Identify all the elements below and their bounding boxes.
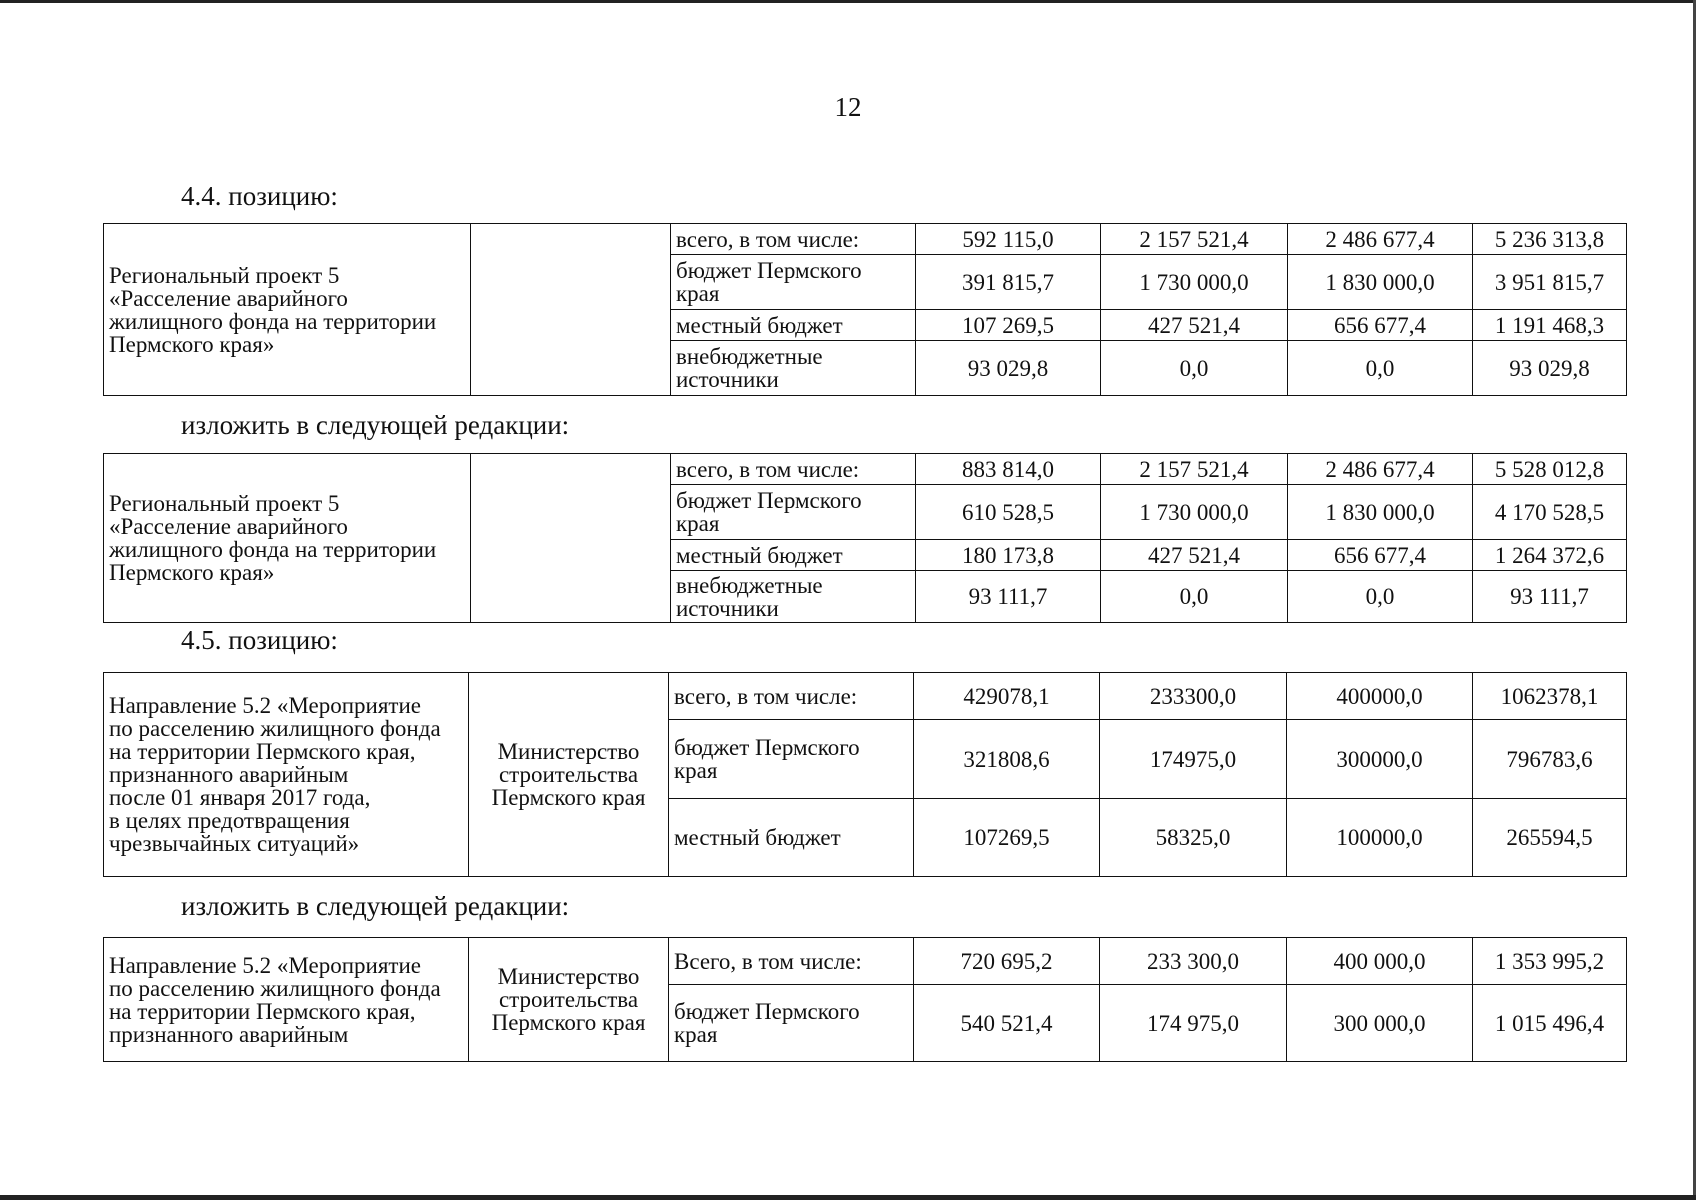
amount-cell: 107 269,5 <box>916 310 1101 341</box>
amount-cell: 180 173,8 <box>916 540 1101 571</box>
amount-cell: 610 528,5 <box>916 485 1101 540</box>
amount-cell: 5 236 313,8 <box>1473 224 1627 255</box>
amount-cell: 93 111,7 <box>1473 571 1627 623</box>
budget-table <box>103 672 1627 877</box>
amount-cell: 1 015 496,4 <box>1473 985 1627 1062</box>
amount-cell: 656 677,4 <box>1288 540 1473 571</box>
amount-cell: 1 730 000,0 <box>1101 485 1288 540</box>
amount-cell: 0,0 <box>1101 571 1288 623</box>
amount-cell: 2 486 677,4 <box>1288 224 1473 255</box>
funding-source: внебюджетные источники <box>671 341 916 396</box>
section-heading: изложить в следующей редакции: <box>181 410 570 440</box>
funding-source: всего, в том числе: <box>671 224 916 255</box>
amount-cell: 4 170 528,5 <box>1473 485 1627 540</box>
amount-cell: 400 000,0 <box>1287 938 1473 985</box>
amount-cell: 540 521,4 <box>914 985 1100 1062</box>
funding-source: бюджет Пермского края <box>671 485 916 540</box>
amount-cell: 233 300,0 <box>1100 938 1287 985</box>
amount-cell: 300000,0 <box>1287 720 1473 799</box>
amount-cell: 58325,0 <box>1100 799 1287 877</box>
funding-source: бюджет Пермского края <box>671 255 916 310</box>
amount-cell: 1 830 000,0 <box>1288 485 1473 540</box>
table-row <box>104 224 1627 255</box>
responsible-org <box>471 454 671 623</box>
page-edge-top <box>0 0 1696 3</box>
amount-cell: 400000,0 <box>1287 673 1473 720</box>
amount-cell: 233300,0 <box>1100 673 1287 720</box>
project-name: Региональный проект 5 «Расселение аварийного жилищного фонда на территории Пермского края» <box>104 454 471 623</box>
amount-cell: 1 830 000,0 <box>1288 255 1473 310</box>
amount-cell: 592 115,0 <box>916 224 1101 255</box>
funding-source: Всего, в том числе: <box>669 938 914 985</box>
amount-cell: 1 730 000,0 <box>1101 255 1288 310</box>
section-heading: 4.5. позицию: <box>181 625 338 655</box>
amount-cell: 2 157 521,4 <box>1101 224 1288 255</box>
amount-cell: 300 000,0 <box>1287 985 1473 1062</box>
amount-cell: 107269,5 <box>914 799 1100 877</box>
amount-cell: 391 815,7 <box>916 255 1101 310</box>
amount-cell: 100000,0 <box>1287 799 1473 877</box>
amount-cell: 93 029,8 <box>916 341 1101 396</box>
amount-cell: 0,0 <box>1288 571 1473 623</box>
budget-table <box>103 937 1627 1062</box>
responsible-org <box>471 224 671 396</box>
amount-cell: 429078,1 <box>914 673 1100 720</box>
page-number: 12 <box>834 92 862 122</box>
project-name: Направление 5.2 «Мероприятие по расселению жилищного фонда на территории Пермского края, признанного аварийным <box>104 938 469 1062</box>
table-row <box>104 938 1627 985</box>
funding-source: местный бюджет <box>669 799 914 877</box>
amount-cell: 0,0 <box>1101 341 1288 396</box>
project-name: Направление 5.2 «Мероприятие по расселению жилищного фонда на территории Пермского края, признанного аварийным после 01 января 2017 года, в целях предотвращения чрезвычайных ситуаций» <box>104 673 469 877</box>
funding-source: всего, в том числе: <box>671 454 916 485</box>
funding-source: местный бюджет <box>671 540 916 571</box>
amount-cell: 796783,6 <box>1473 720 1627 799</box>
amount-cell: 5 528 012,8 <box>1473 454 1627 485</box>
amount-cell: 656 677,4 <box>1288 310 1473 341</box>
section-heading: изложить в следующей редакции: <box>181 891 570 921</box>
amount-cell: 427 521,4 <box>1101 310 1288 341</box>
amount-cell: 3 951 815,7 <box>1473 255 1627 310</box>
funding-source: бюджет Пермского края <box>669 985 914 1062</box>
amount-cell: 1 353 995,2 <box>1473 938 1627 985</box>
amount-cell: 2 157 521,4 <box>1101 454 1288 485</box>
responsible-org: Министерство строительства Пермского края <box>469 673 669 877</box>
page-edge-bottom <box>0 1195 1696 1200</box>
amount-cell: 1062378,1 <box>1473 673 1627 720</box>
section-heading: 4.4. позицию: <box>181 181 338 211</box>
table-row <box>104 673 1627 720</box>
project-name: Региональный проект 5 «Расселение аварийного жилищного фонда на территории Пермского края» <box>104 224 471 396</box>
amount-cell: 883 814,0 <box>916 454 1101 485</box>
budget-table <box>103 223 1627 396</box>
funding-source: бюджет Пермского края <box>669 720 914 799</box>
amount-cell: 174 975,0 <box>1100 985 1287 1062</box>
amount-cell: 2 486 677,4 <box>1288 454 1473 485</box>
amount-cell: 265594,5 <box>1473 799 1627 877</box>
table-row <box>104 454 1627 485</box>
responsible-org: Министерство строительства Пермского края <box>469 938 669 1062</box>
budget-table <box>103 453 1627 623</box>
amount-cell: 427 521,4 <box>1101 540 1288 571</box>
amount-cell: 93 111,7 <box>916 571 1101 623</box>
funding-source: местный бюджет <box>671 310 916 341</box>
amount-cell: 1 191 468,3 <box>1473 310 1627 341</box>
amount-cell: 720 695,2 <box>914 938 1100 985</box>
funding-source: всего, в том числе: <box>669 673 914 720</box>
amount-cell: 174975,0 <box>1100 720 1287 799</box>
amount-cell: 321808,6 <box>914 720 1100 799</box>
funding-source: внебюджетные источники <box>671 571 916 623</box>
amount-cell: 0,0 <box>1288 341 1473 396</box>
amount-cell: 93 029,8 <box>1473 341 1627 396</box>
amount-cell: 1 264 372,6 <box>1473 540 1627 571</box>
